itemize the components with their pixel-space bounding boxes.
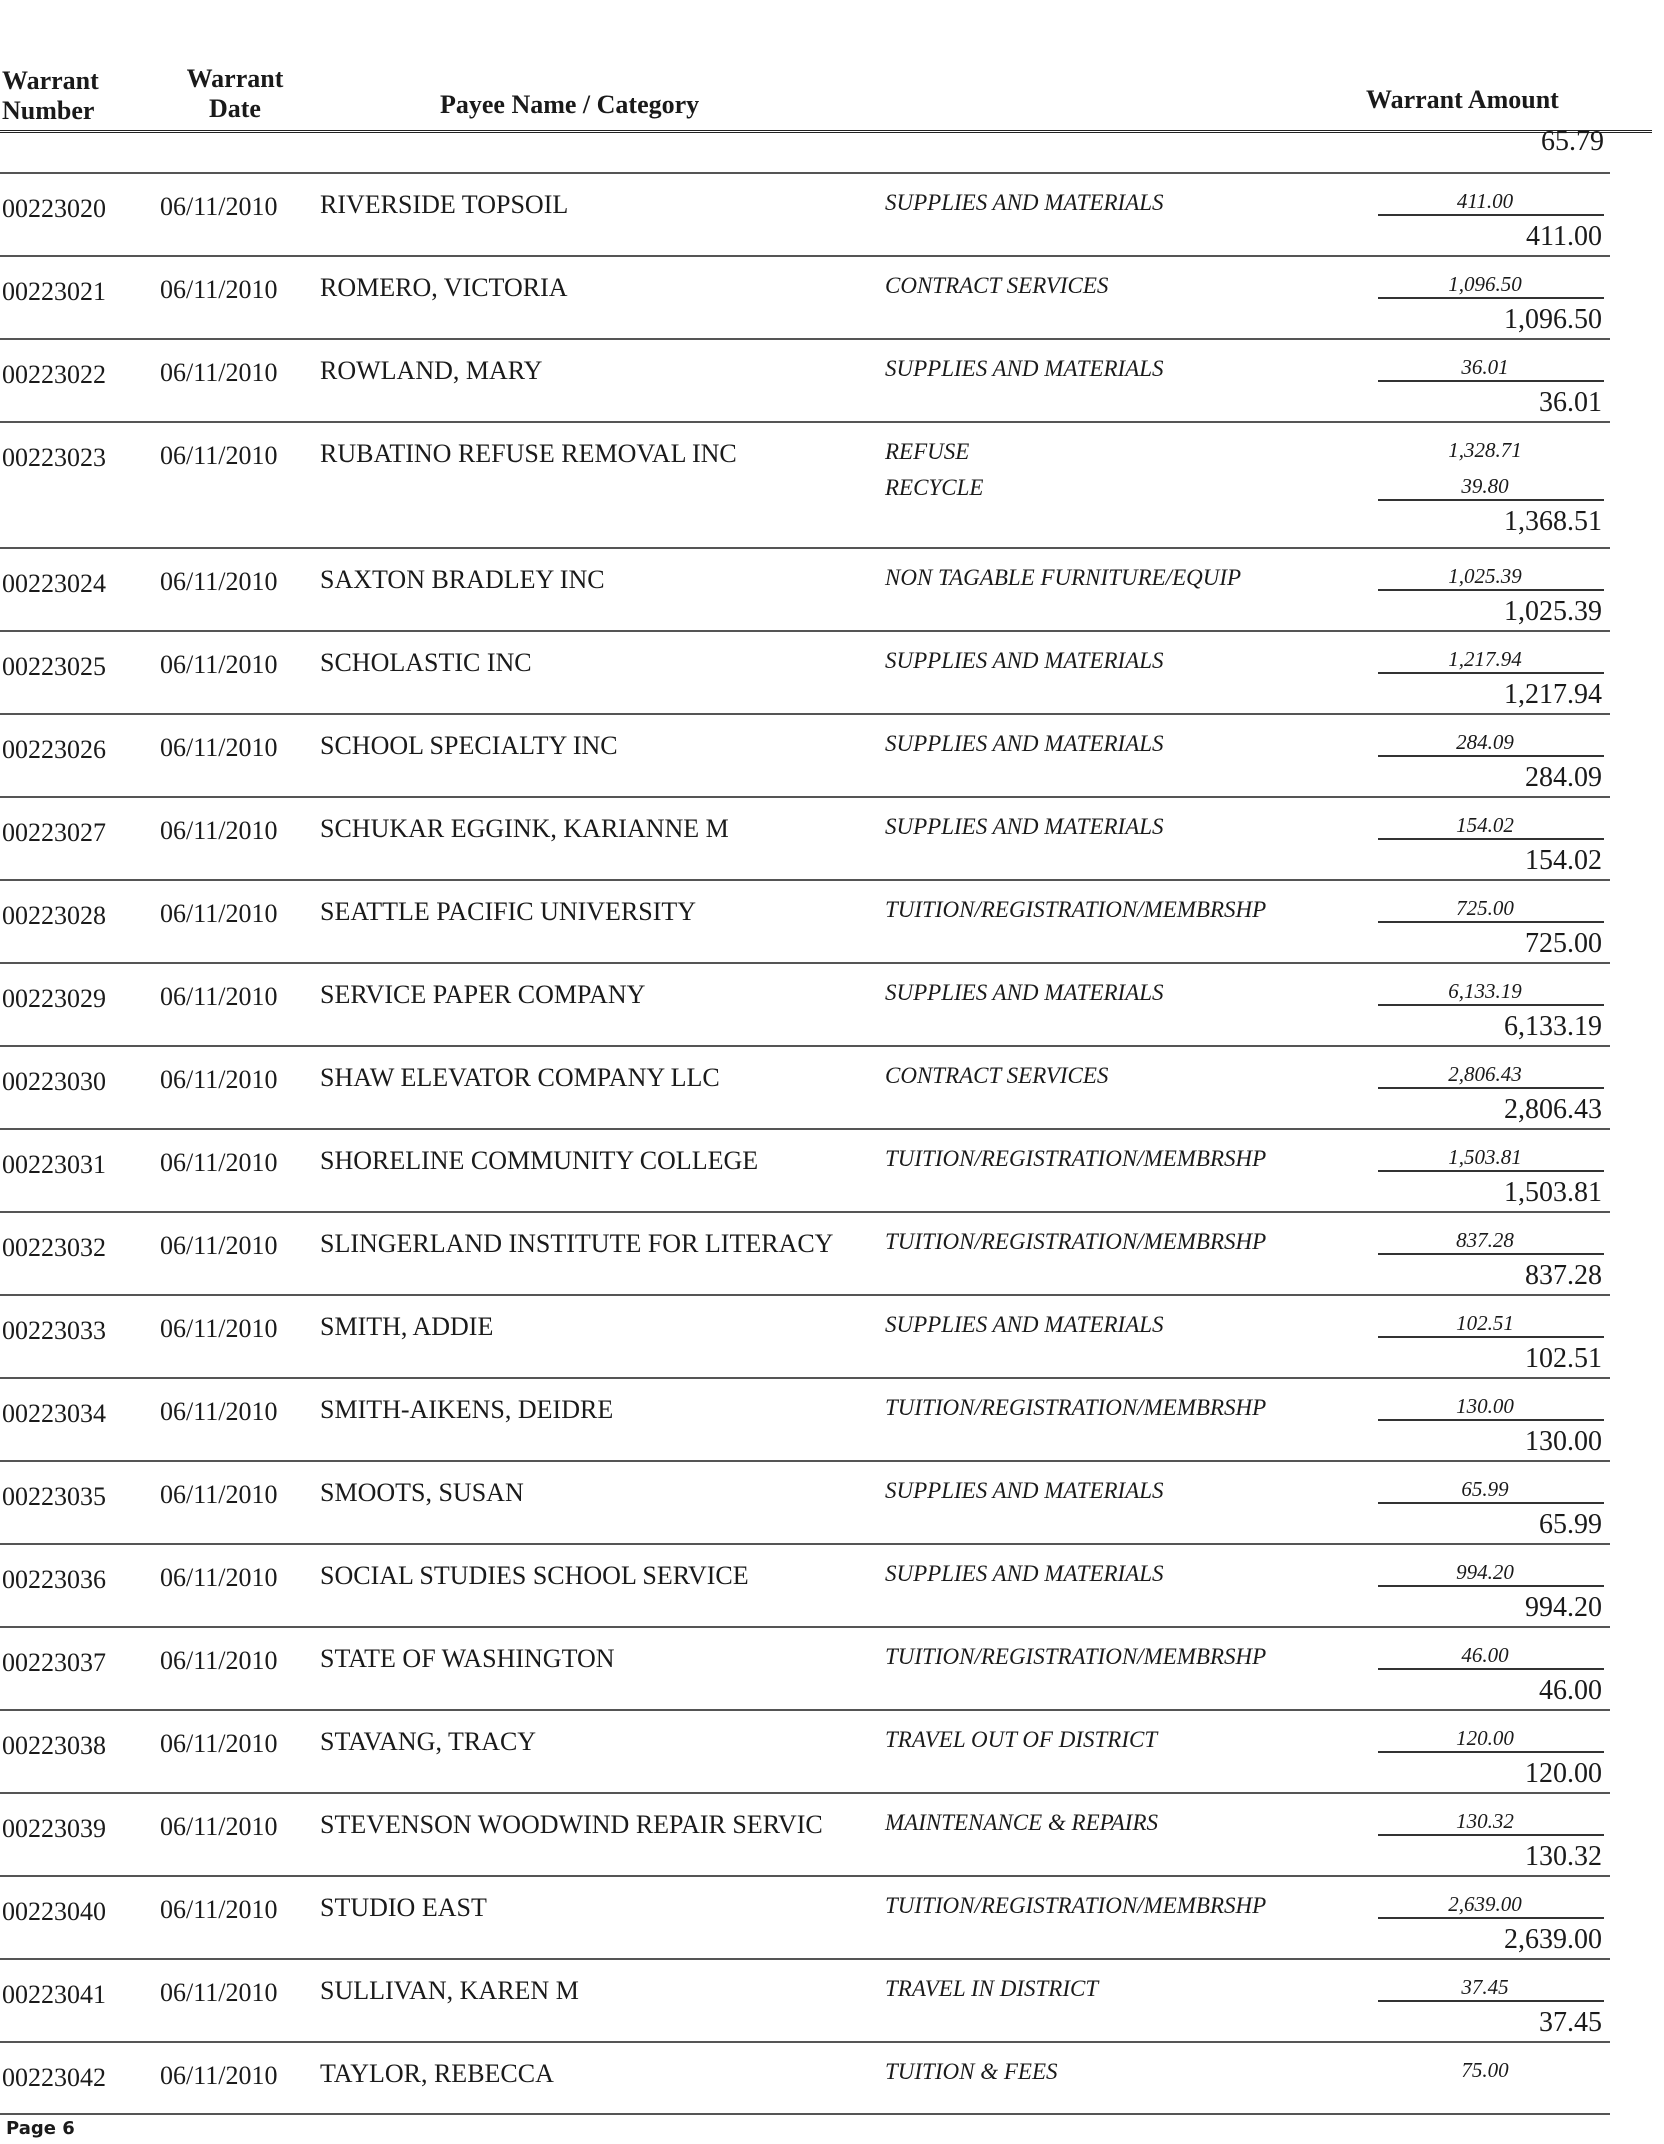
amount-column [1378,435,1604,539]
line-amount: 39.80 [1461,474,1509,498]
line-amount: 37.45 [1461,1975,1509,1999]
amount-column [1378,269,1604,337]
warrant-total: 1,503.81 [1504,1177,1602,1208]
payee-name: STATE OF WASHINGTON [320,1644,615,1673]
payee-name: SERVICE PAPER COMPANY [320,980,646,1009]
warrant-date: 06/11/2010 [160,899,278,928]
table-row [0,1958,1610,2041]
header-warrant-amount: Warrant Amount [1366,85,1559,114]
warrant-total: 284.09 [1525,762,1602,793]
payee-name: SLINGERLAND INSTITUTE FOR LITERACY [320,1229,834,1258]
payee-name: SCHUKAR EGGINK, KARIANNE M [320,814,729,843]
category-list [885,1476,1164,1512]
category-list [885,1393,1266,1429]
warrant-number: 00223032 [2,1233,106,1262]
category: SUPPLIES AND MATERIALS [885,731,1164,756]
category-list [885,1725,1157,1761]
line-amount: 130.32 [1456,1809,1514,1833]
payee-name: SCHOOL SPECIALTY INC [320,731,618,760]
payee-name: SEATTLE PACIFIC UNIVERSITY [320,897,697,926]
table-row [0,1460,1610,1543]
warrant-date: 06/11/2010 [160,275,278,304]
table-row [0,1792,1610,1875]
line-amount: 6,133.19 [1448,979,1522,1003]
amount-column [1378,1723,1604,1791]
warrant-total: 130.32 [1525,1841,1602,1872]
table-row [0,1128,1610,1211]
line-amount: 1,025.39 [1448,564,1522,588]
category: RECYCLE [885,475,984,500]
category: REFUSE [885,439,970,464]
table-row [0,879,1610,962]
warrant-date: 06/11/2010 [160,1978,278,2007]
category-list [885,354,1164,390]
category: SUPPLIES AND MATERIALS [885,356,1164,381]
category-list [885,271,1108,307]
warrant-date: 06/11/2010 [160,192,278,221]
warrant-total: 1,217.94 [1504,679,1602,710]
header-warrant-number-text: Warrant Number [2,66,99,125]
category: TRAVEL OUT OF DISTRICT [885,1727,1158,1752]
table-row [0,421,1610,547]
amount-column [1378,1308,1604,1376]
warrant-date: 06/11/2010 [160,1231,278,1260]
table-row [0,1709,1610,1792]
warrant-date: 06/11/2010 [160,982,278,1011]
category-list [885,1974,1098,2010]
category: SUPPLIES AND MATERIALS [885,648,1164,673]
amount-column [1378,2055,1604,2091]
warrant-date: 06/11/2010 [160,1065,278,1094]
warrant-total: 6,133.19 [1504,1011,1602,1042]
amount-column [1378,1889,1604,1957]
header-warrant-number [2,66,132,126]
payee-name: SULLIVAN, KAREN M [320,1976,579,2005]
warrant-total: 411.00 [1526,221,1602,252]
warrant-total: 2,806.43 [1504,1094,1602,1125]
amount-column [1378,1059,1604,1127]
amount-column [1378,1640,1604,1708]
category-list [885,2057,1058,2093]
table-row [0,713,1610,796]
warrant-date: 06/11/2010 [160,441,278,470]
category: TUITION & FEES [885,2059,1058,2084]
table-row [0,1211,1610,1294]
line-amount: 1,503.81 [1448,1145,1522,1169]
warrant-number: 00223021 [2,277,106,306]
table-row [0,1626,1610,1709]
payee-name: ROMERO, VICTORIA [320,273,568,302]
table-row [0,338,1610,421]
payee-name: SMITH, ADDIE [320,1312,494,1341]
warrant-number: 00223028 [2,901,106,930]
line-amount: 2,806.43 [1448,1062,1522,1086]
payee-name: SMOOTS, SUSAN [320,1478,524,1507]
category: TUITION/REGISTRATION/MEMBRSHP [885,1229,1267,1254]
warrant-total: 130.00 [1525,1426,1602,1457]
warrant-number: 00223041 [2,1980,106,2009]
line-amount: 154.02 [1456,813,1514,837]
amount-column [1378,352,1604,420]
warrant-date: 06/11/2010 [160,816,278,845]
table-row [0,796,1610,879]
line-amount: 994.20 [1456,1560,1514,1584]
warrant-date: 06/11/2010 [160,358,278,387]
warrant-date: 06/11/2010 [160,1148,278,1177]
category: TUITION/REGISTRATION/MEMBRSHP [885,1644,1267,1669]
warrant-number: 00223037 [2,1648,106,1677]
line-amount: 130.00 [1456,1394,1514,1418]
warrant-number: 00223030 [2,1067,106,1096]
category-list [885,1310,1164,1346]
warrant-total: 994.20 [1525,1592,1602,1623]
category-list [885,188,1164,224]
category-list [885,1559,1164,1595]
amount-column [1378,1142,1604,1210]
header-warrant-date-text: Warrant Date [186,64,284,123]
category: TUITION/REGISTRATION/MEMBRSHP [885,1893,1267,1918]
category-list [885,563,1241,599]
category: SUPPLIES AND MATERIALS [885,814,1164,839]
warrant-date: 06/11/2010 [160,1646,278,1675]
category: NON TAGABLE FURNITURE/EQUIP [885,565,1242,590]
payee-name: SAXTON BRADLEY INC [320,565,605,594]
category: SUPPLIES AND MATERIALS [885,1312,1164,1337]
category: TUITION/REGISTRATION/MEMBRSHP [885,1146,1267,1171]
amount-column [1378,1806,1604,1874]
payee-name: STUDIO EAST [320,1893,487,1922]
warrant-number: 00223022 [2,360,106,389]
table-row [0,630,1610,713]
line-amount: 2,639.00 [1448,1892,1522,1916]
amount-column [1378,1474,1604,1542]
warrant-number: 00223038 [2,1731,106,1760]
category: SUPPLIES AND MATERIALS [885,1478,1164,1503]
warrant-total: 102.51 [1525,1343,1602,1374]
category-list [885,437,983,509]
warrant-date: 06/11/2010 [160,1397,278,1426]
category-list [885,1061,1108,1097]
warrant-total: 1,096.50 [1504,304,1602,335]
category-list [885,1642,1266,1678]
payee-name: ROWLAND, MARY [320,356,543,385]
amount-column [1378,1972,1604,2040]
warrant-total: 725.00 [1525,928,1602,959]
warrant-number: 00223040 [2,1897,106,1926]
table-row [0,1294,1610,1377]
warrant-date: 06/11/2010 [160,1563,278,1592]
warrant-date: 06/11/2010 [160,1480,278,1509]
category-list [885,646,1164,682]
payee-name: SMITH-AIKENS, DEIDRE [320,1395,614,1424]
page-number: Page 6 [6,2118,75,2139]
warrant-number: 00223039 [2,1814,106,1843]
warrant-total: 37.45 [1539,2007,1602,2038]
line-amount: 46.00 [1461,1643,1509,1667]
category: CONTRACT SERVICES [885,1063,1109,1088]
payee-name: STAVANG, TRACY [320,1727,537,1756]
amount-column [1378,561,1604,629]
category-list [885,1891,1266,1927]
warrant-total: 1,368.51 [1504,506,1602,537]
warrant-number: 00223042 [2,2063,106,2092]
payee-name: SOCIAL STUDIES SCHOOL SERVICE [320,1561,749,1590]
table-row [0,1543,1610,1626]
line-amount: 1,328.71 [1448,438,1522,462]
category-list [885,978,1164,1014]
amount-column [1378,893,1604,961]
line-amount: 837.28 [1456,1228,1514,1252]
payee-name: RUBATINO REFUSE REMOVAL INC [320,439,737,468]
warrant-total: 154.02 [1525,845,1602,876]
warrant-number: 00223035 [2,1482,106,1511]
warrant-date: 06/11/2010 [160,567,278,596]
category: CONTRACT SERVICES [885,273,1109,298]
payee-name: STEVENSON WOODWIND REPAIR SERVIC [320,1810,823,1839]
line-amount: 65.99 [1461,1477,1509,1501]
category: TUITION/REGISTRATION/MEMBRSHP [885,1395,1267,1420]
warrant-total: 120.00 [1525,1758,1602,1789]
warrant-number: 00223034 [2,1399,106,1428]
warrant-date: 06/11/2010 [160,733,278,762]
warrant-number: 00223027 [2,818,106,847]
table-row [0,172,1610,255]
amount-column [1378,810,1604,878]
line-amount: 1,096.50 [1448,272,1522,296]
category-list [885,1227,1266,1263]
warrant-number: 00223025 [2,652,106,681]
payee-name: SHAW ELEVATOR COMPANY LLC [320,1063,720,1092]
warrant-number: 00223031 [2,1150,106,1179]
table-header [0,60,1664,132]
header-warrant-date [160,64,310,124]
warrant-total: 65.99 [1539,1509,1602,1540]
header-payee: Payee Name / Category [440,90,700,119]
warrant-total: 36.01 [1539,387,1602,418]
payee-name: SCHOLASTIC INC [320,648,532,677]
payee-name: TAYLOR, REBECCA [320,2059,554,2088]
warrant-date: 06/11/2010 [160,2061,278,2090]
line-amount: 102.51 [1456,1311,1514,1335]
line-amount: 284.09 [1456,730,1514,754]
payee-name: RIVERSIDE TOPSOIL [320,190,569,219]
warrant-total: 2,639.00 [1504,1924,1602,1955]
warrant-date: 06/11/2010 [160,1314,278,1343]
table-row [0,1875,1610,1958]
line-amount: 75.00 [1461,2058,1509,2082]
warrant-number: 00223023 [2,443,106,472]
table-row [0,1045,1610,1128]
warrant-total: 46.00 [1539,1675,1602,1706]
line-amount: 411.00 [1456,189,1514,213]
amount-column [1378,727,1604,795]
line-amount: 725.00 [1456,896,1514,920]
category-list [885,1808,1158,1844]
table-row [0,1377,1610,1460]
category-list [885,812,1164,848]
warrant-date: 06/11/2010 [160,1812,278,1841]
table-row [0,547,1610,630]
category: SUPPLIES AND MATERIALS [885,1561,1164,1586]
warrant-number: 00223024 [2,569,106,598]
warrant-date: 06/11/2010 [160,650,278,679]
line-amount: 36.01 [1461,355,1509,379]
category: TUITION/REGISTRATION/MEMBRSHP [885,897,1267,922]
warrant-number: 00223029 [2,984,106,1013]
category: TRAVEL IN DISTRICT [885,1976,1099,2001]
category-list [885,729,1164,765]
category: SUPPLIES AND MATERIALS [885,980,1164,1005]
warrant-number: 00223036 [2,1565,106,1594]
amount-column [1378,1557,1604,1625]
amount-column [1378,644,1604,712]
carried-total-row [0,126,1664,172]
warrant-date: 06/11/2010 [160,1895,278,1924]
amount-column [1378,186,1604,254]
category-list [885,1144,1266,1180]
carried-total: 65.79 [1541,126,1604,157]
payee-name: SHORELINE COMMUNITY COLLEGE [320,1146,759,1175]
warrant-total: 1,025.39 [1504,596,1602,627]
category: SUPPLIES AND MATERIALS [885,190,1164,215]
category: MAINTENANCE & REPAIRS [885,1810,1159,1835]
warrant-number: 00223020 [2,194,106,223]
category-list [885,895,1266,931]
line-amount: 120.00 [1456,1726,1514,1750]
bottom-rule [0,2113,1610,2115]
table-row [0,2041,1610,2113]
line-amount: 1,217.94 [1448,647,1522,671]
warrant-total: 837.28 [1525,1260,1602,1291]
warrant-rows [0,172,1664,2115]
table-row [0,255,1610,338]
amount-column [1378,976,1604,1044]
warrant-number: 00223026 [2,735,106,764]
amount-column [1378,1391,1604,1459]
table-row [0,962,1610,1045]
warrant-date: 06/11/2010 [160,1729,278,1758]
warrant-number: 00223033 [2,1316,106,1345]
amount-column [1378,1225,1604,1293]
